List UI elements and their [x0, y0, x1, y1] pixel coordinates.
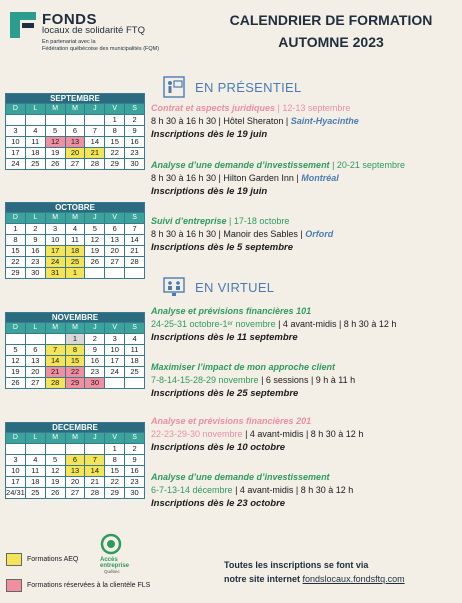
calendar-day: 15 — [6, 246, 26, 257]
fonds-logo — [8, 8, 208, 56]
acces-line-2: entreprise — [100, 563, 130, 569]
event-date: 17-18 octobre — [233, 216, 290, 226]
calendar-day: 6 — [26, 345, 46, 356]
calendar-december — [5, 422, 145, 499]
event-detail: | 4 avant-midis | 8 h 30 à 12 h — [245, 429, 364, 439]
event-inscriptions: Inscriptions dès le 10 octobre — [151, 442, 286, 453]
calendar-day: 27 — [66, 488, 86, 499]
calendar-day: 9 — [85, 345, 105, 356]
calendar-day-header: S — [125, 433, 145, 444]
calendar-day: 15 — [105, 466, 125, 477]
calendar-day: 14 — [85, 137, 105, 148]
calendar-day: 20 — [66, 148, 86, 159]
calendar-day: 11 — [26, 137, 46, 148]
calendar-day: 23 — [26, 257, 46, 268]
calendar-day: 23 — [125, 148, 145, 159]
calendar-day: 9 — [125, 126, 145, 137]
calendar-day — [26, 334, 46, 345]
event-title: Maximiser l’impact de mon approche client — [151, 362, 336, 372]
calendar-day: 10 — [46, 235, 66, 246]
calendar-day: 7 — [46, 345, 66, 356]
calendar-day: 5 — [6, 345, 26, 356]
event-title: Suivi d’entreprise — [151, 216, 227, 226]
calendar-day: 13 — [66, 466, 86, 477]
event-date: 20-21 septembre — [336, 160, 405, 170]
calendar-day: 29 — [6, 268, 26, 279]
calendar-day: 4 — [26, 455, 46, 466]
calendar-day-header: V — [105, 213, 125, 224]
calendar-day — [105, 378, 125, 389]
acces-entreprise-logo — [86, 533, 136, 573]
calendar-grid — [5, 103, 145, 170]
calendar-day: 5 — [46, 126, 66, 137]
calendar-day — [85, 444, 105, 455]
calendar-september — [5, 93, 145, 170]
event-inscriptions: Inscriptions dès le 19 juin — [151, 129, 268, 140]
calendar-october — [5, 202, 145, 279]
acces-line-1: Accès — [100, 557, 118, 563]
calendar-day: 1 — [6, 224, 26, 235]
event-detail: 8 h 30 à 16 h 30 | Hôtel Sheraton | — [151, 116, 289, 126]
calendar-day: 25 — [26, 159, 46, 170]
calendar-day: 24/31 — [6, 488, 25, 497]
calendar-day: 19 — [46, 148, 66, 159]
calendar-day: 2 — [125, 115, 145, 126]
calendar-day: 25 — [26, 488, 46, 499]
calendar-day-header: L — [26, 323, 46, 334]
calendar-month-label: DECEMBRE — [5, 422, 145, 432]
calendar-day: 13 — [66, 137, 86, 148]
event-title: Analyse et prévisions financières 101 — [151, 306, 312, 316]
calendar-day: 15 — [66, 356, 86, 367]
calendar-day: 26 — [46, 488, 66, 499]
calendar-day-header: M — [66, 213, 86, 224]
footer-line-2-prefix: notre site internet — [224, 574, 301, 584]
footer-note — [224, 558, 405, 586]
calendar-day: 28 — [85, 159, 105, 170]
calendar-day: 2 — [125, 444, 145, 455]
event-inscriptions: Inscriptions dès le 5 septembre — [151, 242, 294, 253]
acces-line-3: Québec — [104, 569, 120, 574]
event-title: Analyse d’une demande d’investissement — [151, 160, 330, 170]
calendar-day — [6, 334, 26, 345]
calendar-day: 3 — [46, 224, 66, 235]
legend-pink-swatch — [6, 579, 22, 592]
calendar-day: 16 — [125, 466, 145, 477]
calendar-day: 17 — [6, 477, 26, 488]
calendar-day: 12 — [46, 466, 66, 477]
calendar-day: 25 — [125, 367, 145, 378]
calendar-day: 16 — [85, 356, 105, 367]
calendar-day: 14 — [125, 235, 145, 246]
calendar-day: 16 — [26, 246, 46, 257]
calendar-day: 8 — [66, 345, 86, 356]
calendar-day: 15 — [105, 137, 125, 148]
event-title: Analyse d’une demande d’investissement — [151, 472, 330, 482]
calendar-day: 10 — [105, 345, 125, 356]
calendar-day: 4 — [26, 126, 46, 137]
calendar-day: 18 — [26, 148, 46, 159]
calendar-day: 4 — [125, 334, 145, 345]
calendar-day: 23 — [125, 477, 145, 488]
calendar-grid — [5, 322, 145, 389]
calendar-day: 30 — [85, 378, 105, 389]
logo-partner-line-2: Fédération québécoise des municipalités (FQM) — [42, 46, 160, 52]
calendar-day: 17 — [6, 148, 26, 159]
calendar-day: 22 — [105, 148, 125, 159]
event-inscriptions: Inscriptions dès le 25 septembre — [151, 388, 299, 399]
calendar-day-header: S — [125, 323, 145, 334]
calendar-day-header: L — [26, 213, 46, 224]
calendar-day — [6, 115, 26, 126]
event-detail: | 4 avant-midis | 8 h 30 à 12 h — [278, 319, 397, 329]
page-title-line-2: AUTOMNE 2023 — [278, 34, 384, 50]
calendar-day: 14 — [46, 356, 66, 367]
calendar-day-header: M — [46, 213, 66, 224]
logo-partner-line-1: En partenariat avec la — [42, 39, 96, 45]
event-detail: | 4 avant-midis | 8 h 30 à 12 h — [235, 485, 354, 495]
event-date: 12-13 septembre — [282, 103, 351, 113]
calendar-day: 13 — [105, 235, 125, 246]
event-maximiser-impact — [151, 361, 456, 400]
calendar-day: 16 — [125, 137, 145, 148]
calendar-day: 8 — [105, 455, 125, 466]
calendar-day: 29 — [105, 488, 125, 499]
calendar-day — [66, 444, 86, 455]
calendar-day-header: M — [46, 323, 66, 334]
event-previsions-201 — [151, 415, 456, 454]
event-city: Saint-Hyacinthe — [290, 116, 359, 126]
calendar-day-header: D — [6, 433, 26, 444]
calendar-day: 11 — [66, 235, 86, 246]
calendar-day: 14 — [85, 466, 105, 477]
calendar-day: 19 — [85, 246, 105, 257]
calendar-day: 24 — [46, 257, 66, 268]
calendar-day: 18 — [66, 246, 86, 257]
event-inscriptions: Inscriptions dès le 19 juin — [151, 186, 268, 197]
calendar-day: 1 — [105, 444, 125, 455]
calendar-day-header: J — [85, 104, 105, 115]
calendar-day-header: L — [26, 433, 46, 444]
calendar-day: 25 — [66, 257, 86, 268]
calendar-day: 6 — [66, 455, 86, 466]
calendar-day: 9 — [26, 235, 46, 246]
calendar-day: 30 — [26, 268, 46, 279]
video-call-icon — [163, 276, 185, 298]
calendar-day-header: M — [66, 433, 86, 444]
calendar-day: 7 — [85, 126, 105, 137]
calendar-day: 22 — [6, 257, 26, 268]
calendar-day-header: D — [6, 213, 26, 224]
calendar-day: 29 — [105, 159, 125, 170]
calendar-day: 21 — [85, 477, 105, 488]
calendar-day — [85, 115, 105, 126]
page-title — [216, 9, 446, 53]
calendar-day: 2 — [26, 224, 46, 235]
calendar-day: 7 — [85, 455, 105, 466]
calendar-day: 26 — [46, 159, 66, 170]
calendar-day-header: M — [46, 104, 66, 115]
calendar-day: 8 — [6, 235, 26, 246]
calendar-day: 28 — [125, 257, 145, 268]
event-detail: 8 h 30 à 16 h 30 | Manoir des Sables | — [151, 229, 303, 239]
calendar-day: 18 — [26, 477, 46, 488]
calendar-day: 9 — [125, 455, 145, 466]
event-detail: 8 h 30 à 16 h 30 | Hilton Garden Inn | — [151, 173, 299, 183]
event-city: Orford — [305, 229, 334, 239]
event-date: 24-25-31 octobre-1ᵉʳ novembre — [151, 319, 276, 329]
calendar-day: 18 — [125, 356, 145, 367]
calendar-day: 26 — [85, 257, 105, 268]
calendar-day: 2 — [85, 334, 105, 345]
event-contrat-juridiques: Contrat et aspects juridiques | 12-13 septembre 8 h 30 à 16 h 30 | Hôtel Sheraton | Saint-Hyacinthe Inscriptions dès le 19 juin — [151, 102, 456, 141]
event-date: 22-23-29-30 novembre — [151, 429, 243, 439]
calendar-day: 20 — [105, 246, 125, 257]
calendar-day: 20 — [26, 367, 46, 378]
calendar-day: 10 — [6, 466, 26, 477]
calendar-day: 10 — [6, 137, 26, 148]
calendar-day: 26 — [6, 378, 26, 389]
footer-line-1: Toutes les inscriptions se font via — [224, 560, 369, 570]
calendar-day-header: J — [85, 433, 105, 444]
legend-yellow-label: Formations AEQ — [27, 556, 79, 563]
event-title: Analyse et prévisions financières 201 — [151, 416, 312, 426]
calendar-day: 20 — [66, 477, 86, 488]
calendar-day: 22 — [66, 367, 86, 378]
event-date: 7-8-14-15-28-29 novembre — [151, 375, 259, 385]
calendar-day: 13 — [26, 356, 46, 367]
calendar-day: 5 — [85, 224, 105, 235]
calendar-day: 27 — [26, 378, 46, 389]
calendar-day-header: D — [6, 323, 26, 334]
section-virtuel-label: EN VIRTUEL — [195, 280, 275, 295]
calendar-day — [46, 444, 66, 455]
calendar-day-header: M — [66, 323, 86, 334]
calendar-day: 30 — [125, 159, 145, 170]
calendar-day: 11 — [26, 466, 46, 477]
calendar-day: 31 — [46, 268, 66, 279]
calendar-day — [46, 115, 66, 126]
calendar-day: 1 — [66, 268, 86, 279]
calendar-day: 21 — [46, 367, 66, 378]
calendar-november — [5, 312, 145, 389]
calendar-day: 27 — [105, 257, 125, 268]
event-title: Contrat et aspects juridiques — [151, 103, 276, 113]
calendar-day — [46, 334, 66, 345]
calendar-day: 30 — [125, 488, 145, 499]
calendar-day-header: D — [6, 104, 26, 115]
calendar-day: 28 — [85, 488, 105, 499]
calendar-month-label: OCTOBRE — [5, 202, 145, 212]
section-presentiel-label: EN PRÉSENTIEL — [195, 80, 302, 95]
calendar-day-header: M — [66, 104, 86, 115]
calendar-day: 12 — [46, 137, 66, 148]
calendar-day-header: J — [85, 213, 105, 224]
calendar-day: 21 — [85, 148, 105, 159]
calendar-day: 8 — [105, 126, 125, 137]
calendar-day-header: V — [105, 104, 125, 115]
calendar-day: 3 — [6, 126, 26, 137]
calendar-day: 12 — [6, 356, 26, 367]
calendar-day: 5 — [46, 455, 66, 466]
calendar-day-header: V — [105, 433, 125, 444]
calendar-day: 17 — [105, 356, 125, 367]
calendar-day-header: S — [125, 104, 145, 115]
website-link[interactable]: fondslocaux.fondsftq.com — [302, 574, 405, 584]
calendar-grid — [5, 212, 145, 279]
calendar-day: 19 — [46, 477, 66, 488]
event-analyse-demande-virtuel — [151, 471, 456, 510]
page-title-line-1: CALENDRIER DE FORMATION — [229, 12, 433, 28]
event-suivi-entreprise: Suivi d’entreprise | 17-18 octobre 8 h 30 à 16 h 30 | Manoir des Sables | Orford Inscriptions dès le 5 septembre — [151, 215, 456, 254]
event-previsions-101 — [151, 305, 456, 344]
calendar-day-header: V — [105, 323, 125, 334]
fonds-logo-icon — [8, 10, 38, 40]
calendar-day — [125, 268, 145, 279]
calendar-day: 23 — [85, 367, 105, 378]
acces-entreprise-icon — [100, 533, 122, 555]
event-date: 6-7-13-14 décembre — [151, 485, 233, 495]
event-analyse-demande-presentiel: Analyse d’une demande d’investissement | 20-21 septembre 8 h 30 à 16 h 30 | Hilton Garden Inn | Montréal Inscriptions dès le 19 juin — [151, 159, 456, 198]
calendar-day: 1 — [66, 334, 86, 345]
calendar-day: 11 — [125, 345, 145, 356]
event-detail: | 6 sessions | 9 h à 11 h — [261, 375, 356, 385]
calendar-day — [6, 444, 26, 455]
calendar-day: 6 — [66, 126, 86, 137]
calendar-day-header: M — [46, 433, 66, 444]
calendar-day: 3 — [6, 455, 26, 466]
calendar-day — [26, 115, 46, 126]
calendar-day: 24 — [6, 159, 26, 170]
logo-subtitle: locaux de solidarité FTQ — [42, 25, 145, 36]
calendar-day: 27 — [66, 159, 86, 170]
calendar-month-label: NOVEMBRE — [5, 312, 145, 322]
calendar-grid — [5, 432, 145, 499]
event-inscriptions: Inscriptions dès le 23 octobre — [151, 498, 286, 509]
calendar-day: 29 — [66, 378, 86, 389]
calendar-day: 21 — [125, 246, 145, 257]
logo-title: FONDS — [42, 11, 97, 28]
calendar-day: 19 — [6, 367, 26, 378]
legend-yellow-swatch — [6, 553, 22, 566]
calendar-day: 7 — [125, 224, 145, 235]
calendar-day — [85, 268, 105, 279]
calendar-day — [125, 378, 145, 389]
calendar-day: 22 — [105, 477, 125, 488]
calendar-day: 1 — [105, 115, 125, 126]
calendar-day: 12 — [85, 235, 105, 246]
presentation-icon — [163, 76, 185, 98]
calendar-month-label: SEPTEMBRE — [5, 93, 145, 103]
event-city: Montréal — [301, 173, 339, 183]
event-inscriptions: Inscriptions dès le 11 septembre — [151, 332, 298, 343]
calendar-day: 6 — [105, 224, 125, 235]
calendar-day — [26, 444, 46, 455]
calendar-day: 24 — [105, 367, 125, 378]
calendar-day-header: J — [85, 323, 105, 334]
calendar-day-header: S — [125, 213, 145, 224]
calendar-day: 3 — [105, 334, 125, 345]
calendar-day: 28 — [46, 378, 66, 389]
legend-pink-label: Formations réservées à la clientèle FLS — [27, 582, 151, 589]
calendar-day — [66, 115, 86, 126]
calendar-day — [105, 268, 125, 279]
calendar-day-header: L — [26, 104, 46, 115]
calendar-day: 17 — [46, 246, 66, 257]
calendar-day: 4 — [66, 224, 86, 235]
